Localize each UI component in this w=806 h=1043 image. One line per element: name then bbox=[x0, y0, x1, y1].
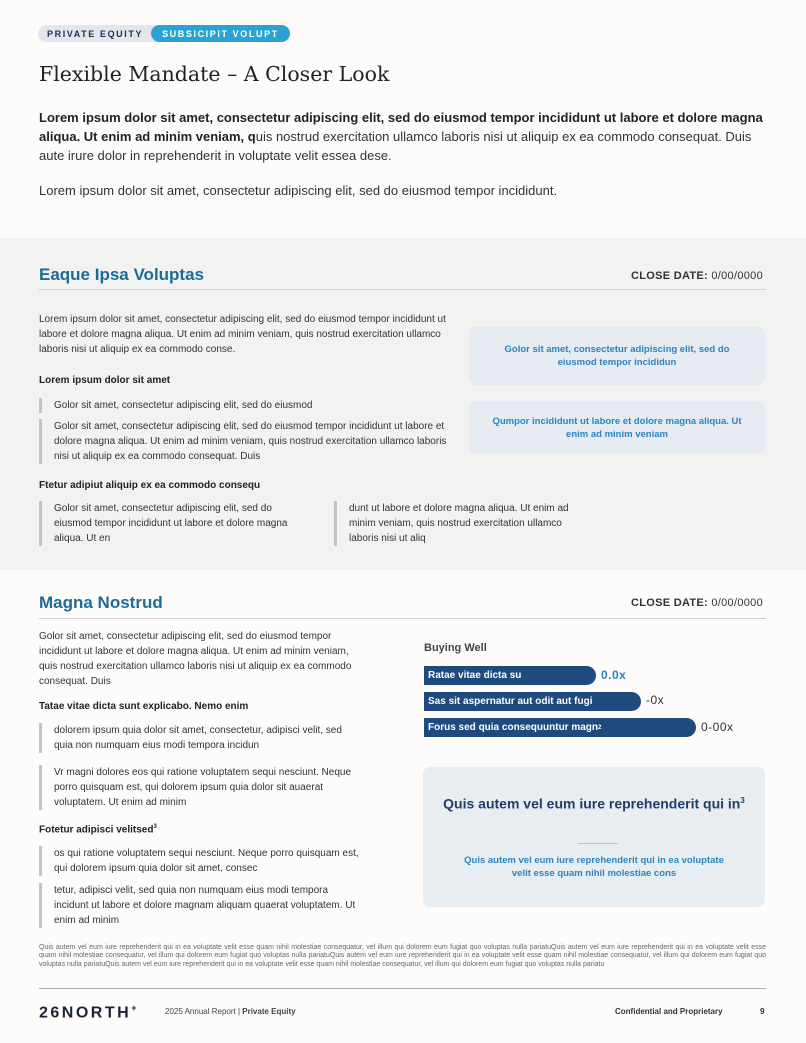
intro-rest: uis nostrud exercitation ullamco laboris nisi ut aliquip ex ea commodo consequat. Duis aute irure dolor in reprehenderit in voluptate velit essea dese. bbox=[39, 129, 752, 163]
highlight-divider bbox=[578, 843, 618, 844]
section-divider bbox=[39, 289, 766, 290]
bullet-item: Golor sit amet, consectetur adipiscing elit, sed do eiusmod tempor incididunt ut labore et dolore magna aliqua. Ut enim ad minim veniam, quis nostrud exercitation ullamco laboris nisi ut aliquip ex ea commodo consequat. Duis bbox=[39, 419, 449, 464]
bullet-item: Golor sit amet, consectetur adipiscing elit, sed do eiusmod tempor incididunt ut labore et dolore magna aliqua. Ut en bbox=[39, 501, 289, 546]
chart-title: Buying Well bbox=[424, 642, 487, 654]
page-title: Flexible Mandate – A Closer Look bbox=[39, 62, 390, 86]
bullet-item: Golor sit amet, consectetur adipiscing elit, sed do eiusmod bbox=[39, 398, 449, 413]
close-date-label: CLOSE DATE: bbox=[630, 270, 708, 282]
close-date bbox=[631, 270, 763, 282]
company-logo bbox=[39, 1003, 136, 1022]
confidential-label: Confidential and Proprietary bbox=[615, 1007, 723, 1016]
subheading-text: Fotetur adipisci velitsed bbox=[39, 824, 154, 836]
close-date-value: 0/00/0000 bbox=[711, 597, 763, 609]
section-title: Eaque Ipsa Voluptas bbox=[39, 265, 205, 284]
subheading: Lorem ipsum dolor sit amet bbox=[39, 375, 171, 386]
logo-mark: + bbox=[131, 1003, 137, 1013]
bullet-item: dolorem ipsum quia dolor sit amet, consectetur, adipisci velit, sed quia non numquam eius modi tempora incidun bbox=[39, 723, 359, 753]
section-paragraph: Lorem ipsum dolor sit amet, consectetur adipiscing elit, sed do eiusmod tempor incididunt ut labore et dolore magna aliqua. Ut enim ad minim veniam, quis nostrud exercitation ullamco laboris nisi ut aliquip ex ea commodo conse. bbox=[39, 314, 446, 355]
bar-2 bbox=[424, 692, 641, 711]
bar-value-2: -0x bbox=[646, 693, 665, 707]
report-section: Private Equity bbox=[242, 1007, 296, 1016]
footer-divider bbox=[39, 988, 766, 989]
tag-group bbox=[38, 25, 290, 42]
bullet-item: os qui ratione voluptatem sequi nesciunt. Neque porro quisquam est, qui dolorem ipsum quia dolor sit amet, consec bbox=[39, 846, 359, 876]
close-date-label: CLOSE DATE: bbox=[630, 597, 708, 609]
close-date-value: 0/00/0000 bbox=[711, 270, 763, 282]
highlight-heading bbox=[423, 791, 765, 814]
footnote-marker: 3 bbox=[153, 824, 157, 830]
footnote-marker: 3 bbox=[740, 796, 745, 805]
intro-paragraph-2: Lorem ipsum dolor sit amet, consectetur adipiscing elit, sed do eiusmod tempor incididunt. bbox=[39, 183, 558, 198]
bar-value-3: 0-00x bbox=[701, 720, 734, 734]
category-tag: PRIVATE EQUITY bbox=[38, 25, 163, 42]
subcategory-tag: SUBSICIPIT VOLUPT bbox=[151, 25, 290, 42]
bullet-item: dunt ut labore et dolore magna aliqua. Ut enim ad minim veniam, quis nostrud exercitation ullamco laboris nisi ut aliq bbox=[334, 501, 584, 546]
callout-box: Golor sit amet, consectetur adipiscing elit, sed do eiusmod tempor incididun bbox=[469, 327, 765, 385]
intro-paragraph bbox=[39, 108, 769, 165]
highlight-body: Quis autem vel eum iure reprehenderit qui in ea voluptate velit esse quam nihil molestiae cons bbox=[464, 855, 724, 879]
section-divider bbox=[39, 618, 766, 619]
highlight-box bbox=[423, 767, 765, 907]
callout-box: Qumpor incididunt ut labore et dolore magna aliqua. Ut enim ad minim veniam bbox=[469, 401, 765, 454]
footnote: Quis autem vel eum iure reprehenderit qui in ea voluptate velit esse quam nihil molestiae consequatur, vel illum qui dolorem eum fugiat quo voluptas nulla pariatuQuis autem vel eum iure reprehenderit qui in ea voluptate velit esse quam nihil molestiae consequatur, vel illum qui dolorem eum fugiat quo voluptas nulla pariatuQuis autem vel eum iure reprehenderit qui in ea voluptate velit esse quam nihil molestiae consequatur, vel illum qui dolorem eum fugiat quo voluptas nulla pariatuQuis autem vel eum iure reprehenderit qui in ea voluptate velit esse quam nihil molestiae consequatur, vel illum qui dolorem eum fugiat quo voluptas nulla pariatu bbox=[39, 944, 766, 968]
logo-text: 26NORTH bbox=[39, 1004, 132, 1022]
report-label: 2025 Annual Report | bbox=[165, 1007, 243, 1016]
bullet-item: tetur, adipisci velit, sed quia non numquam eius modi tempora incidunt ut labore et dolore magnam aliquam quaerat voluptatem. Ut enim ad minim bbox=[39, 883, 359, 928]
subheading bbox=[39, 824, 157, 835]
page-number: 9 bbox=[760, 1007, 765, 1016]
bar-1 bbox=[424, 666, 596, 685]
subheading: Tatae vitae dicta sunt explicabo. Nemo enim bbox=[39, 701, 249, 712]
subheading: Ftetur adipiut aliquip ex ea commodo consequ bbox=[39, 480, 261, 491]
bar-3 bbox=[424, 718, 696, 737]
footnote-marker: 2 bbox=[598, 724, 602, 731]
bullet-item: Vr magni dolores eos qui ratione voluptatem sequi nesciunt. Neque porro quisquam est, qui dolorem ipsum quia dolor sit auaerat voluptatem. Ut enim ad minim bbox=[39, 765, 359, 810]
intro-bold: Lorem ipsum dolor sit amet, consectetur adipiscing elit, sed do eiusmod tempor incididunt ut labore et dolore magna aliqua. Ut enim ad minim veniam, q bbox=[39, 110, 763, 144]
close-date bbox=[631, 597, 763, 609]
section-title: Magna Nostrud bbox=[39, 593, 163, 612]
bar-value-1: 0.0x bbox=[601, 668, 627, 682]
highlight-heading-text: Quis autem vel eum iure reprehenderit qui in bbox=[443, 795, 741, 812]
bar-label: Sas sit aspernatur aut odit aut fugi bbox=[428, 696, 593, 707]
section-paragraph: Golor sit amet, consectetur adipiscing elit, sed do eiusmod tempor incididunt ut labore et dolore magna aliqua. Ut enim ad minim veniam, quis nostrud exercitation ullamco laboris nisi ut aliquip ex ea commodo consequat. Duis bbox=[39, 631, 352, 687]
bar-label: Ratae vitae dicta su bbox=[428, 670, 522, 681]
bar-label: Forus sed quia consequuntur magn bbox=[428, 722, 599, 733]
footer-report bbox=[165, 1007, 296, 1016]
